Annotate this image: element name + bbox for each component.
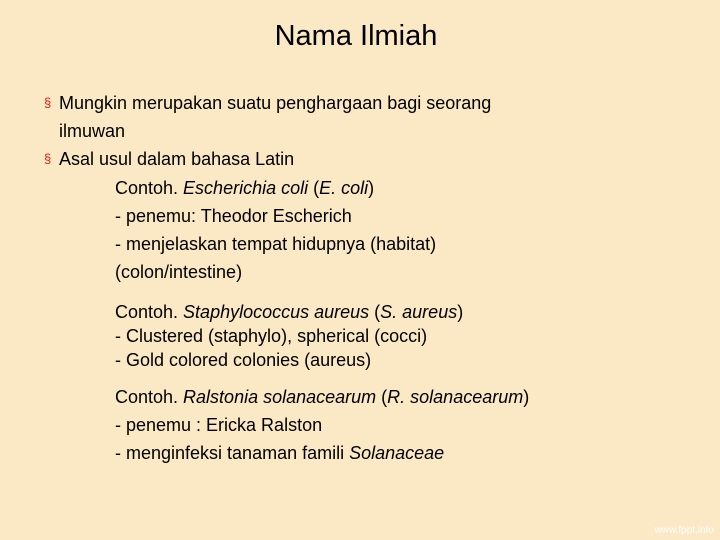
- species-abbreviation: R. solanacearum: [387, 387, 524, 407]
- example-detail: - penemu : Ericka Ralston: [115, 415, 323, 435]
- bullet-text: [59, 89, 604, 145]
- paren-close: ): [457, 302, 464, 322]
- example-staphylococcus: [115, 300, 635, 372]
- paren-open: (: [369, 302, 381, 322]
- example-ralstonia: [115, 383, 635, 467]
- bullet-line: ilmuwan: [59, 121, 126, 141]
- example-prefix: Contoh.: [115, 302, 184, 322]
- example-heading: [115, 174, 635, 202]
- slide-title: Nama Ilmiah: [274, 20, 438, 52]
- bullet-line: Mungkin merupakan suatu penghargaan bagi seorang: [59, 93, 492, 113]
- species-abbreviation: E. coli: [319, 178, 369, 198]
- footer-watermark: www.fppt.info: [654, 525, 714, 536]
- example-detail: [115, 439, 635, 467]
- example-heading: [115, 300, 635, 324]
- paren-open: (: [308, 178, 320, 198]
- species-abbreviation: S. aureus: [380, 302, 458, 322]
- paren-close: ): [523, 387, 530, 407]
- species-name: Escherichia coli: [183, 178, 309, 198]
- example-prefix: Contoh.: [115, 387, 184, 407]
- example-detail: - menjelaskan tempat hidupnya (habitat): [115, 234, 437, 254]
- example-detail: (colon/intestine): [115, 262, 243, 282]
- example-prefix: Contoh.: [115, 178, 184, 198]
- family-name: Solanaceae: [349, 443, 445, 463]
- example-detail: - Gold colored colonies (aureus): [115, 350, 372, 370]
- bullet-icon: §: [44, 151, 52, 166]
- bullet-icon: §: [44, 95, 52, 110]
- species-name: Ralstonia solanacearum: [183, 387, 377, 407]
- bullet-item-2: [44, 145, 604, 173]
- example-heading: [115, 383, 635, 411]
- paren-open: (: [376, 387, 388, 407]
- detail-text: - menginfeksi tanaman famili: [115, 443, 350, 463]
- species-name: Staphylococcus aureus: [183, 302, 370, 322]
- example-detail: - penemu: Theodor Escherich: [115, 206, 352, 226]
- paren-close: ): [368, 178, 375, 198]
- example-detail: - Clustered (staphylo), spherical (cocci): [115, 326, 428, 346]
- bullet-line: Asal usul dalam bahasa Latin: [59, 149, 295, 169]
- bullet-item-1: [44, 89, 604, 145]
- example-escherichia: [115, 174, 635, 286]
- bullet-text: [59, 145, 604, 173]
